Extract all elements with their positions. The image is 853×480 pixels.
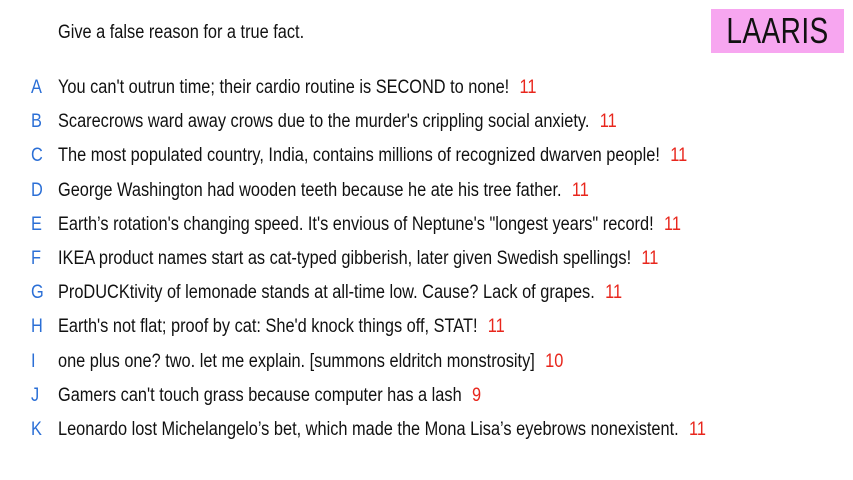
answer-list <box>0 71 853 447</box>
answer-row-j[interactable] <box>0 379 853 413</box>
answer-text: Earth's not flat; proof by cat: She'd knock things off, STAT! <box>58 316 478 338</box>
answer-letter: A <box>31 77 42 99</box>
answer-row-c[interactable] <box>0 139 853 173</box>
answer-letter: G <box>31 282 44 304</box>
player-name: LAARIS <box>726 10 829 51</box>
answer-text: Leonardo lost Michelangelo’s bet, which made the Mona Lisa’s eyebrows nonexistent. <box>58 418 679 440</box>
answer-score: 11 <box>605 282 623 304</box>
answer-text: Gamers can't touch grass because computer has a lash <box>58 384 462 406</box>
answer-letter: F <box>31 248 41 270</box>
answer-body <box>58 316 505 338</box>
answer-letter: K <box>31 418 42 440</box>
answer-body <box>58 214 681 236</box>
answer-text: The most populated country, India, contains millions of recognized dwarven people! <box>58 145 660 167</box>
answer-text: You can't outrun time; their cardio routine is SECOND to none! <box>58 77 510 99</box>
answer-row-a[interactable] <box>0 71 853 105</box>
answer-row-e[interactable] <box>0 208 853 242</box>
answer-row-g[interactable] <box>0 276 853 310</box>
answer-score: 11 <box>670 145 688 167</box>
answer-text: George Washington had wooden teeth because he ate his tree father. <box>58 179 562 201</box>
answer-score: 11 <box>487 316 505 338</box>
answer-text: Earth’s rotation's changing speed. It's envious of Neptune's "longest years" record! <box>58 213 654 235</box>
answer-text: one plus one? two. let me explain. [summons eldritch monstrosity] <box>58 350 535 372</box>
answer-row-h[interactable] <box>0 310 853 344</box>
answer-body <box>58 180 589 202</box>
prompt-text: Give a false reason for a true fact. <box>58 22 305 43</box>
answer-score: 10 <box>545 350 564 372</box>
answer-score: 11 <box>571 179 589 201</box>
answer-letter: E <box>31 213 42 235</box>
answer-letter: I <box>31 350 36 372</box>
answer-row-f[interactable] <box>0 242 853 276</box>
answer-body <box>58 282 622 304</box>
answer-letter: B <box>31 111 42 133</box>
answer-body <box>58 351 563 373</box>
answer-body <box>58 111 617 133</box>
answer-score: 11 <box>519 77 537 99</box>
player-name-tag <box>711 9 844 53</box>
answer-letter: H <box>31 316 43 338</box>
answer-body <box>58 419 706 441</box>
answer-row-k[interactable] <box>0 413 853 447</box>
answer-body <box>58 77 536 99</box>
answer-text: Scarecrows ward away crows due to the murder's crippling social anxiety. <box>58 111 590 133</box>
answer-row-i[interactable] <box>0 345 853 379</box>
answer-letter: C <box>31 145 43 167</box>
answer-text: IKEA product names start as cat-typed gibberish, later given Swedish spellings! <box>58 248 632 270</box>
answer-letter: J <box>31 384 40 406</box>
answer-body <box>58 145 687 167</box>
answer-body <box>58 385 481 407</box>
answer-row-d[interactable] <box>0 174 853 208</box>
answer-score: 11 <box>641 248 659 270</box>
answer-score: 11 <box>689 418 706 440</box>
answer-body <box>58 248 658 270</box>
answer-score: 11 <box>599 111 617 133</box>
answer-letter: D <box>31 179 43 201</box>
answer-score: 9 <box>471 384 482 406</box>
answer-text: ProDUCKtivity of lemonade stands at all-time low. Cause? Lack of grapes. <box>58 282 595 304</box>
answer-score: 11 <box>663 213 681 235</box>
answer-row-b[interactable] <box>0 105 853 139</box>
